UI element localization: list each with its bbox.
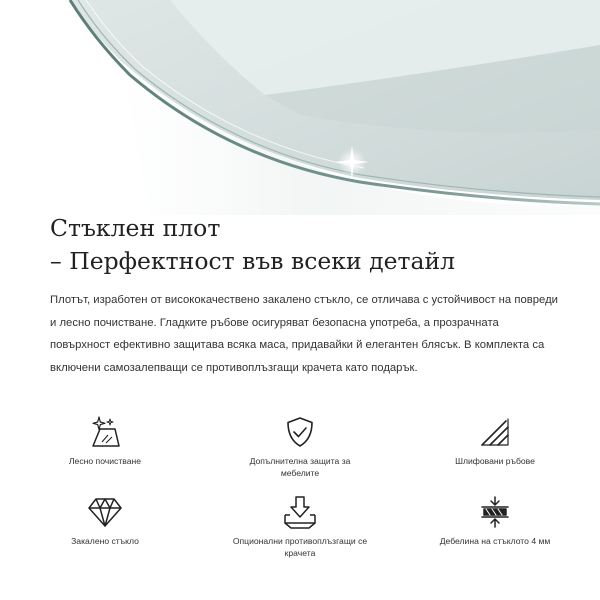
glass-thickness-icon bbox=[478, 495, 512, 529]
page-title bbox=[50, 212, 570, 278]
title-line-2: – Перфектност във всеки детайл bbox=[50, 247, 456, 275]
feature-furniture-protection bbox=[210, 415, 390, 479]
feature-easy-cleaning bbox=[15, 415, 195, 467]
feature-label: Закалено стъкло bbox=[71, 536, 139, 546]
polished-edges-icon bbox=[478, 415, 512, 449]
shield-check-icon bbox=[283, 415, 317, 449]
feature-label: Дебелина на стъклото 4 мм bbox=[439, 536, 551, 546]
feature-label: Опционални противоплъзгащи се крачета bbox=[232, 536, 368, 558]
sparkle-surface-icon bbox=[88, 415, 122, 449]
anti-slip-feet-icon bbox=[282, 495, 318, 529]
diamond-icon bbox=[86, 495, 124, 529]
feature-label: Допълнителна защита за мебелите bbox=[249, 456, 351, 478]
feature-glass-thickness bbox=[405, 495, 585, 547]
product-description: Плотът, изработен от висококачествено закалено стъкло, се отличава с устойчивост на повреди и лесно почистване. Гладките ръбове осигуряват безопасна употреба, а прозрачната повърхност ефективно защитава всяка маса, придавайки й елегантен блясък. В комплекта са включени самозалепващи се противоплъзгащи крачета като подарък. bbox=[50, 294, 558, 374]
title-line-1: Стъклен плот bbox=[50, 214, 221, 242]
feature-anti-slip-feet bbox=[210, 495, 390, 559]
glass-plate-image bbox=[0, 0, 600, 215]
feature-label: Лесно почистване bbox=[68, 456, 142, 466]
feature-polished-edges bbox=[405, 415, 585, 467]
feature-tempered-glass bbox=[15, 495, 195, 547]
feature-label: Шлифовани ръбове bbox=[455, 456, 535, 466]
